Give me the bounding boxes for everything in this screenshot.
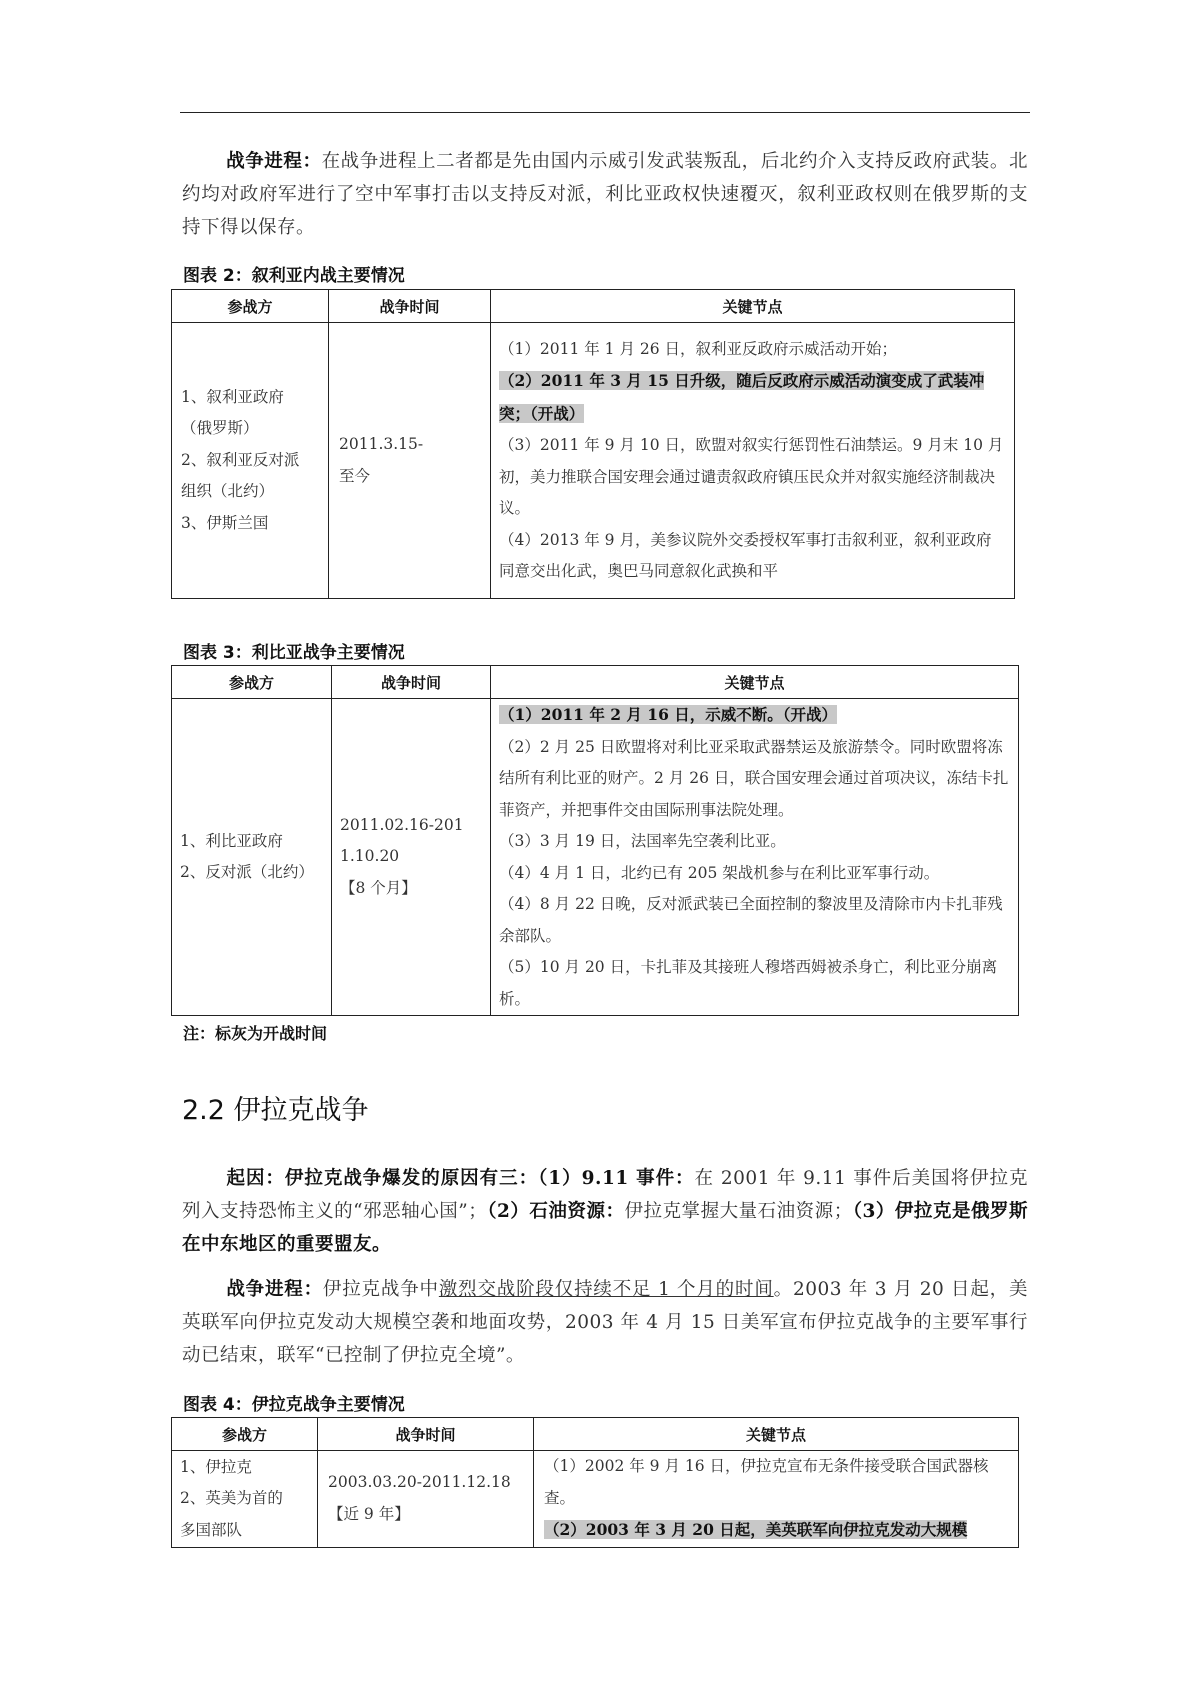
event-highlighted: （1）2011 年 2 月 16 日，示威不断。（开战）: [499, 705, 838, 724]
header-rule: [180, 112, 1030, 113]
party: 2、叙利亚反对派: [181, 450, 300, 469]
bold-text: （3）伊拉克是俄罗斯在中东地区的重要盟友。: [182, 1201, 1029, 1255]
party: 1、叙利亚政府: [181, 387, 284, 406]
duration: 【8 个月】: [340, 878, 417, 897]
header: 参战方: [172, 1418, 318, 1451]
libya-table: [171, 665, 1019, 1016]
iraq-process-paragraph: [182, 1273, 1028, 1372]
party: 组织（北约）: [181, 482, 275, 501]
table-note: 注：标灰为开战时间: [183, 1024, 328, 1043]
syria-table: [171, 289, 1015, 599]
bold-text: （2）石油资源：: [487, 1201, 625, 1222]
text: 。2003 年 3 月 20 日起，美英联军向伊拉克发动大规模空袭和地面攻势，2003 年 4 月 15 日美军宣布伊拉克战争的主要军事行动已结束，联军“已控制了伊拉克全境”。: [182, 1279, 1028, 1366]
header: 战争时间: [318, 1418, 534, 1451]
header: 关键节点: [534, 1418, 1019, 1451]
time: 2011.02.16-201: [340, 815, 464, 834]
party: 3、伊斯兰国: [181, 513, 269, 532]
header: 战争时间: [329, 290, 491, 323]
label: 战争进程：: [226, 1279, 323, 1300]
underlined-text: 激烈交战阶段仅持续不足 1 个月的时间: [438, 1279, 774, 1300]
party: 1、利比亚政府: [180, 831, 283, 850]
header: 参战方: [172, 666, 332, 699]
event: （3）3 月 19 日，法国率先空袭利比亚。: [499, 832, 786, 850]
event: （2）2 月 25 日欧盟将对利比亚采取武器禁运及旅游禁令。同时欧盟将冻结所有利比亚的财产。2 月 26 日，联合国安理会通过首项决议，冻结卡扎菲资产，并把事件交由国际刑事法院处理。: [499, 737, 1009, 819]
text: 伊拉克战争中: [322, 1279, 439, 1300]
header: 关键节点: [491, 290, 1015, 323]
header: 参战方: [172, 290, 329, 323]
header: 战争时间: [332, 666, 491, 699]
table4-caption: 图表 4：伊拉克战争主要情况: [183, 1395, 405, 1415]
time: 至今: [339, 466, 371, 485]
war-process-paragraph: [182, 145, 1028, 244]
section-heading: 2.2 伊拉克战争: [182, 1095, 369, 1126]
text: 在战争进程上二者都是先由国内示威引发武装叛乱，后北约介入支持反政府武装。北约均对政府军进行了空中军事打击以支持反对派，利比亚政权快速覆灭，叙利亚政权则在俄罗斯的支持下得以保存。: [182, 151, 1028, 238]
header: 关键节点: [491, 666, 1019, 699]
event: （4）8 月 22 日晚，反对派武装已全面控制的黎波里及清除市内卡扎菲残余部队。: [499, 895, 1003, 945]
party: 1、伊拉克: [180, 1457, 252, 1476]
time: 2003.03.20-2011.12.18: [328, 1473, 511, 1492]
party: （俄罗斯）: [181, 419, 259, 438]
event: （3）2011 年 9 月 10 日，欧盟对叙实行惩罚性石油禁运。9 月末 10 月初，美力推联合国安理会通过谴责叙政府镇压民众并对叙实施经济制裁决议。: [499, 436, 1004, 517]
text: 在 2001 年 9.11 事件后美国将伊拉克列入支持恐怖主义的“邪恶轴心国”；: [182, 1168, 1028, 1222]
event: （1）2002 年 9 月 16 日，伊拉克宣布无条件接受联合国武器核查。: [544, 1457, 989, 1507]
bold-text: 伊拉克战争爆发的原因有三：（1）9.11 事件：: [284, 1168, 695, 1189]
event: （5）10 月 20 日，卡扎菲及其接班人穆塔西姆被杀身亡，利比亚分崩离析。: [499, 958, 998, 1008]
cause-paragraph: [182, 1162, 1028, 1261]
iraq-table: [171, 1417, 1019, 1548]
duration: 【近 9 年】: [328, 1504, 410, 1523]
event-highlighted: （2）2003 年 3 月 20 日起，美英联军向伊拉克发动大规模: [544, 1520, 968, 1539]
party: 2、英美为首的: [180, 1489, 283, 1507]
event: （4）4 月 1 日，北约已有 205 架战机参与在利比亚军事行动。: [499, 863, 940, 882]
event: （4）2013 年 9 月，美参议院外交委授权军事打击叙利亚，叙利亚政府同意交出化武，奥巴马同意叙化武换和平: [499, 530, 992, 580]
label: 战争进程：: [226, 151, 322, 172]
table3-caption: 图表 3：利比亚战争主要情况: [183, 643, 405, 663]
event-highlighted: （2）2011 年 3 月 15 日升级，随后反政府示威活动演变成了武装冲突；（开战）: [499, 371, 985, 423]
time: 2011.3.15-: [339, 435, 424, 453]
text: 伊拉克掌握大量石油资源；: [624, 1201, 853, 1222]
party: 多国部队: [180, 1520, 243, 1539]
event: （1）2011 年 1 月 26 日，叙利亚反政府示威活动开始；: [499, 339, 898, 358]
table2-caption: 图表 2：叙利亚内战主要情况: [183, 266, 405, 286]
party: 2、反对派（北约）: [180, 863, 314, 881]
label: 起因：: [226, 1168, 285, 1189]
time: 1.10.20: [340, 847, 400, 866]
